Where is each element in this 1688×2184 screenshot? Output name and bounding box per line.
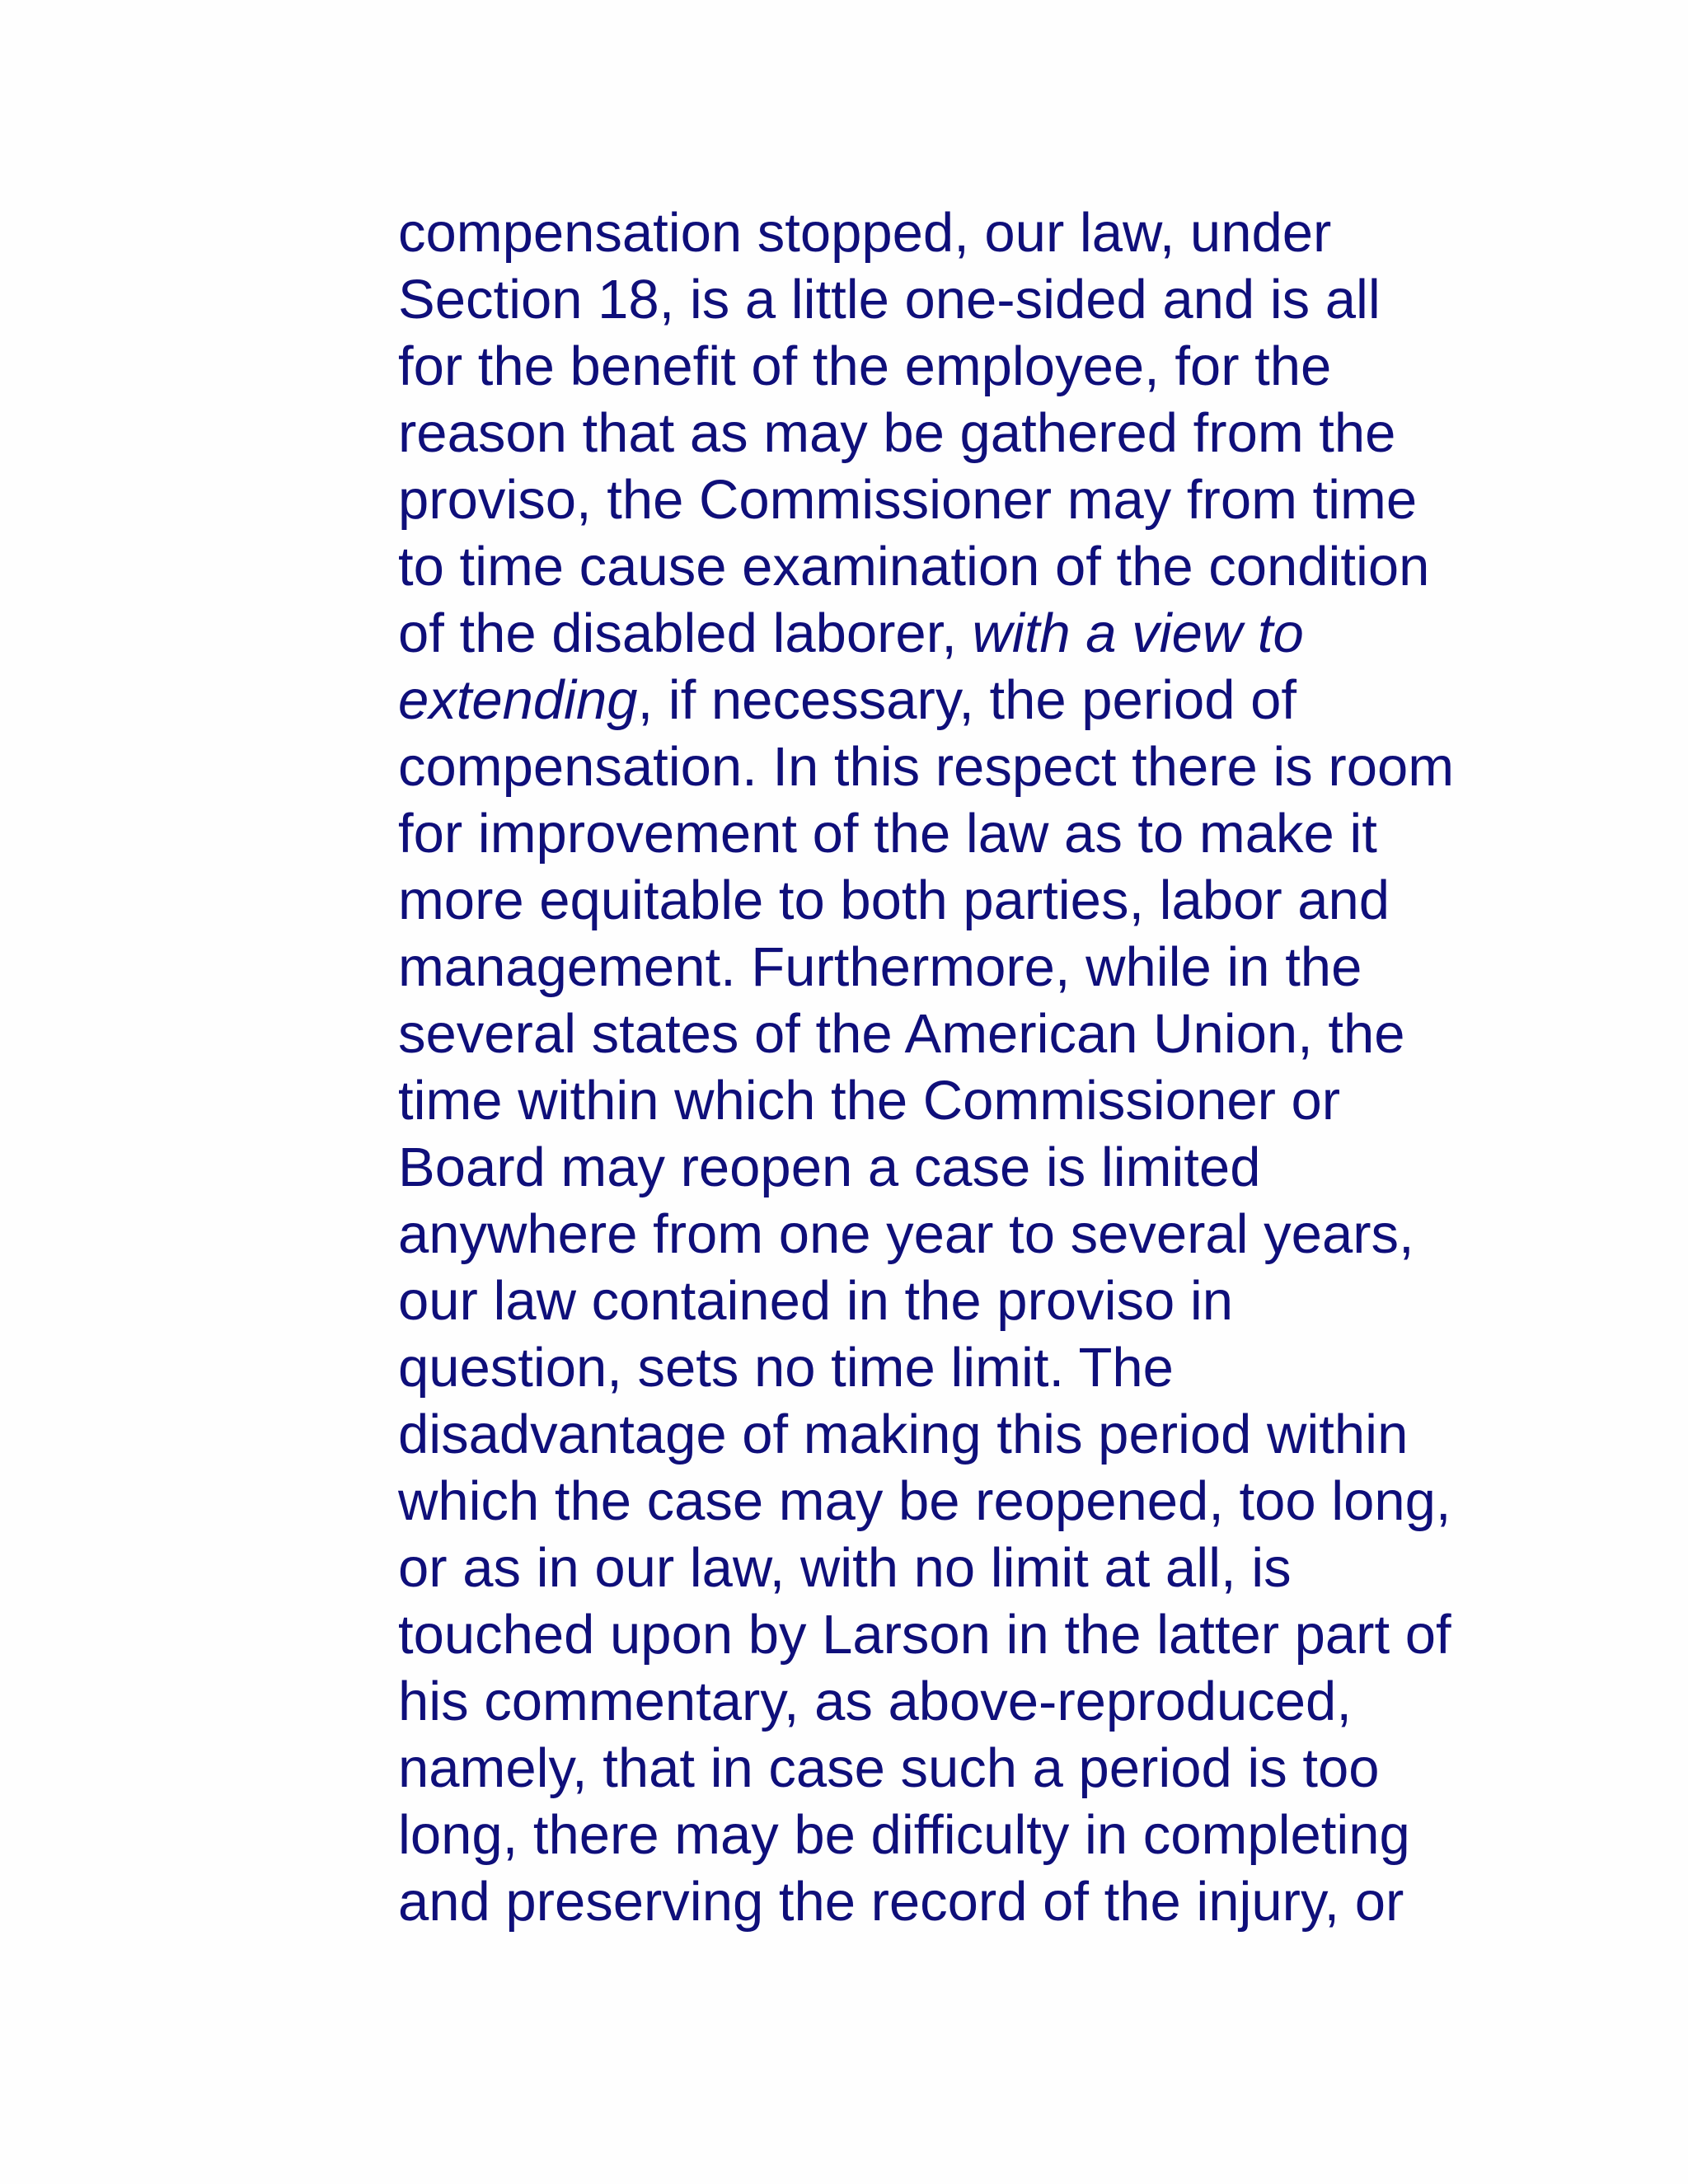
text-run: time within which the Commissioner or [398, 1070, 1341, 1132]
text-line [398, 1334, 1552, 1401]
text-run: our law contained in the proviso in [398, 1270, 1234, 1332]
text-line [398, 1735, 1552, 1802]
text-line [398, 333, 1552, 400]
text-run: for improvement of the law as to make it [398, 803, 1377, 865]
text-line [398, 667, 1552, 733]
italic-text-run: extending [398, 669, 638, 731]
text-line [398, 1134, 1552, 1201]
text-line [398, 1868, 1552, 1935]
text-run: more equitable to both parties, labor and [398, 869, 1390, 931]
text-run: for the benefit of the employee, for the [398, 335, 1332, 397]
text-line [398, 400, 1552, 466]
text-line [398, 1201, 1552, 1268]
text-line [398, 1001, 1552, 1067]
text-line [398, 1802, 1552, 1868]
text-run: management. Furthermore, while in the [398, 936, 1362, 998]
text-line [398, 934, 1552, 1001]
text-line [398, 266, 1552, 333]
text-line [398, 1668, 1552, 1735]
text-line [398, 600, 1552, 667]
text-run: and preserving the record of the injury, or [398, 1871, 1404, 1933]
text-line [398, 1268, 1552, 1334]
text-line [398, 733, 1552, 800]
body-paragraph [398, 199, 1552, 1935]
text-run: several states of the American Union, the [398, 1003, 1405, 1065]
text-run: touched upon by Larson in the latter part of [398, 1604, 1451, 1666]
text-line [398, 533, 1552, 600]
text-run: his commentary, as above-reproduced, [398, 1671, 1352, 1732]
text-run: proviso, the Commissioner may from time [398, 469, 1418, 531]
text-run: anywhere from one year to several years, [398, 1203, 1414, 1265]
text-line [398, 1067, 1552, 1134]
text-run: disadvantage of making this period within [398, 1404, 1409, 1465]
italic-text-run: with a view to [972, 602, 1304, 664]
text-run: to time cause examination of the condition [398, 536, 1430, 598]
text-line [398, 1601, 1552, 1668]
text-run: namely, that in case such a period is too [398, 1737, 1380, 1799]
text-run: question, sets no time limit. The [398, 1337, 1174, 1399]
text-line [398, 466, 1552, 533]
text-run: compensation. In this respect there is room [398, 736, 1455, 798]
text-line [398, 867, 1552, 934]
text-run: or as in our law, with no limit at all, is [398, 1537, 1292, 1599]
text-line [398, 1401, 1552, 1468]
text-line [398, 1468, 1552, 1535]
text-run: of the disabled laborer, [398, 602, 973, 664]
text-run: which the case may be reopened, too long, [398, 1470, 1451, 1532]
text-run: Section 18, is a little one-sided and is all [398, 269, 1381, 330]
text-run: , if necessary, the period of [637, 669, 1297, 731]
text-line [398, 1535, 1552, 1601]
text-line [398, 800, 1552, 867]
text-run: Board may reopen a case is limited [398, 1137, 1261, 1198]
text-run: compensation stopped, our law, under [398, 202, 1332, 264]
text-line [398, 199, 1552, 266]
text-run: reason that as may be gathered from the [398, 402, 1396, 464]
text-run: long, there may be difficulty in completing [398, 1804, 1410, 1866]
